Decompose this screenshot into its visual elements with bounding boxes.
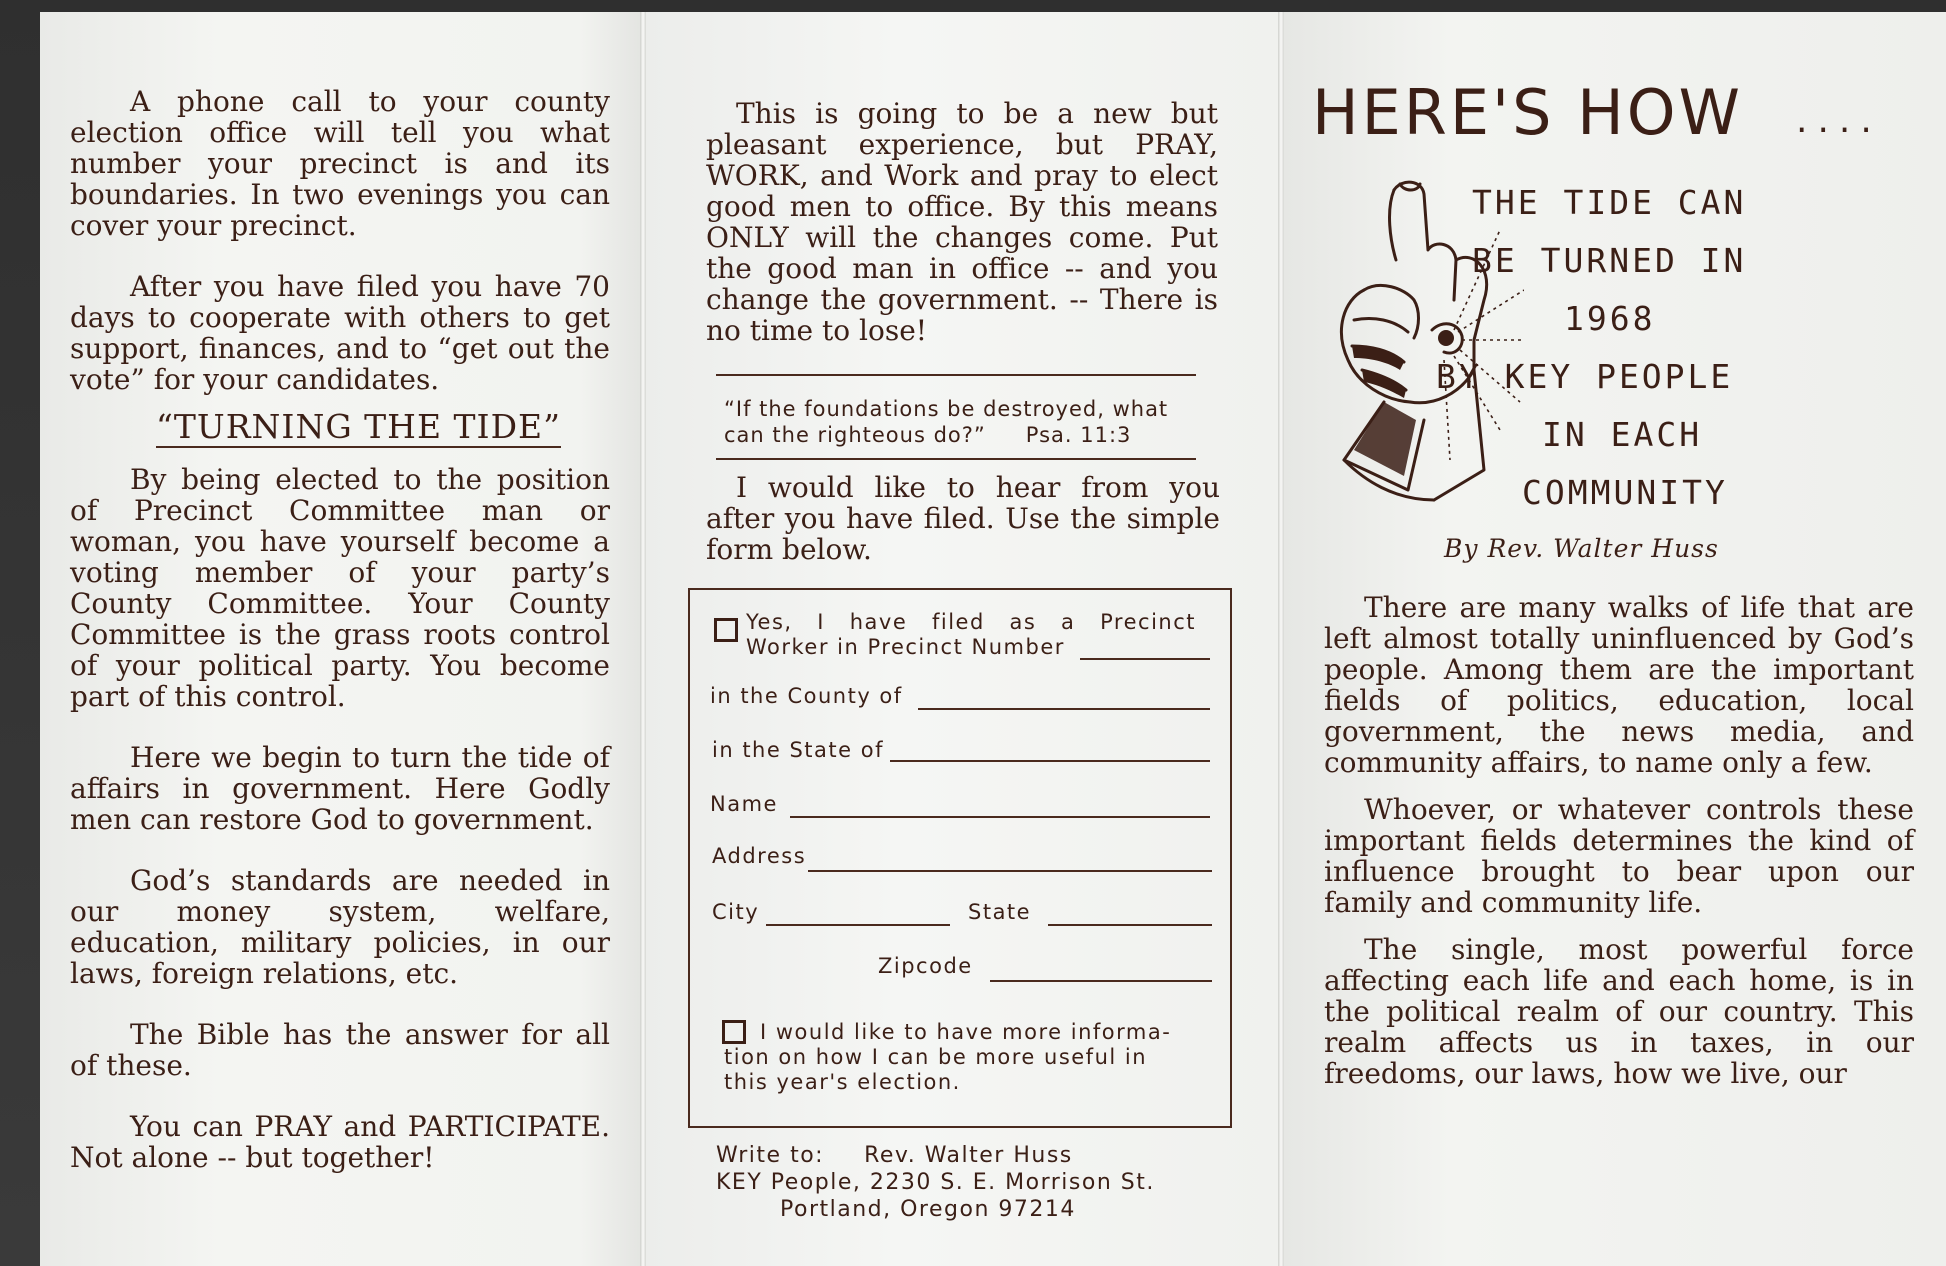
tide-slogan xyxy=(1436,174,1872,522)
scripture-quote xyxy=(724,396,1224,448)
quote-reference: Psa. 11:3 xyxy=(1025,423,1132,447)
more-info-line-3: this year's election. xyxy=(724,1070,961,1094)
response-form xyxy=(688,588,1232,1128)
filed-line-1: Yes, I have filed as a Precinct xyxy=(746,610,1196,634)
write-to-org: KEY People, 2230 S. E. Morrison St. xyxy=(716,1170,1155,1195)
slogan-line-4: BY KEY PEOPLE xyxy=(1436,357,1734,396)
section-heading-turning-tide: “TURNING THE TIDE” xyxy=(156,407,562,446)
zipcode-field[interactable] xyxy=(990,980,1212,982)
paragraph-hear-from-you: I would like to hear from you after you have filed. Use the simple form below. xyxy=(706,471,1220,566)
filed-checkbox[interactable] xyxy=(714,618,738,642)
paragraph-pray-participate: You can PRAY and PARTICIPATE. Not alone -- but together! xyxy=(70,1110,610,1174)
write-to-city: Portland, Oregon 97214 xyxy=(780,1197,1076,1222)
city-label: City xyxy=(712,900,760,924)
state-of-label: in the State of xyxy=(712,738,884,762)
headline-ellipsis: .... xyxy=(1796,100,1882,141)
precinct-number-field[interactable] xyxy=(1080,658,1210,660)
quote-line-2: can the righteous do?” xyxy=(724,423,986,447)
mailing-address xyxy=(716,1142,1256,1223)
slogan-line-5: IN EACH xyxy=(1542,415,1703,454)
hear-from-you xyxy=(706,472,1220,565)
slogan-line-3: 1968 xyxy=(1564,299,1656,338)
name-field[interactable] xyxy=(790,816,1210,818)
quote-line-1: “If the foundations be destroyed, what xyxy=(724,397,1169,421)
middle-intro xyxy=(706,98,1218,346)
paragraph-bible-answer: The Bible has the answer for all of these. xyxy=(70,1018,610,1082)
left-panel-text xyxy=(70,86,610,1203)
address-label: Address xyxy=(712,844,807,868)
paragraph-turn-tide: Here we begin to turn the tide of affairs in government. Here Godly men can restore God to government. xyxy=(70,741,610,836)
more-info-text xyxy=(724,1020,1214,1095)
write-to-name: Rev. Walter Huss xyxy=(864,1143,1073,1168)
state-label: State xyxy=(968,900,1032,924)
paragraph-after-filed: After you have filed you have 70 days to cooperate with others to get support, finances, and to “get out the vote” for your candidates. xyxy=(70,270,610,396)
slogan-line-6: COMMUNITY xyxy=(1522,473,1728,512)
quote-rule-bottom xyxy=(716,458,1196,460)
right-panel xyxy=(1284,12,1946,1266)
name-label: Name xyxy=(710,792,778,816)
filed-text xyxy=(746,610,1196,660)
paragraph-phone-call: A phone call to your county election office will tell you what number your precinct is and its boundaries. In two evenings you can cover your precinct. xyxy=(70,85,610,242)
slogan-line-2: BE TURNED IN xyxy=(1472,241,1747,280)
paragraph-single-force: The single, most powerful force affecting each life and each home, is in the political realm of our country. This realm affects us in taxes, in our freedoms, our laws, how we live, our xyxy=(1324,933,1914,1090)
address-field[interactable] xyxy=(808,870,1212,872)
more-info-line-2: tion on how I can be more useful in xyxy=(724,1045,1148,1069)
county-label: in the County of xyxy=(710,684,903,708)
more-info-line-1: I would like to have more informa- xyxy=(760,1020,1172,1044)
paragraph-new-experience: This is going to be a new but pleasant experience, but PRAY, WORK, and Work and pray to elect good men to office. By this means ONLY will the changes come. Put the good man in office -- and you change the government. -- There is no time to lose! xyxy=(706,97,1218,347)
zipcode-label: Zipcode xyxy=(878,954,973,978)
quote-rule-top xyxy=(716,374,1196,376)
county-field[interactable] xyxy=(918,708,1210,710)
headline: HERE'S HOW xyxy=(1312,76,1743,149)
middle-panel xyxy=(646,12,1278,1266)
paragraph-whoever-controls: Whoever, or whatever controls these important fields determines the kind of influence brought to bear upon our family and community life. xyxy=(1324,793,1914,919)
paragraph-walks-of-life: There are many walks of life that are left almost totally uninfluenced by God’s people. Among them are the important fields of politics, education, local government, the news media, and community affairs, to name only a few. xyxy=(1324,591,1914,779)
author-byline: By Rev. Walter Huss xyxy=(1444,534,1719,563)
write-to-label: Write to: xyxy=(716,1143,825,1168)
right-panel-text xyxy=(1324,592,1914,1105)
filed-line-2: Worker in Precinct Number xyxy=(746,635,1065,659)
city-field[interactable] xyxy=(766,924,950,926)
state-field[interactable] xyxy=(1048,924,1212,926)
paragraph-gods-standards: God’s standards are needed in our money system, welfare, education, military policies, in our laws, foreign relations, etc. xyxy=(70,864,610,990)
paragraph-precinct-committee: By being elected to the position of Precinct Committee man or woman, you have yourself become a voting member of your party’s County Committee. Your County Committee is the grass roots control of your political party. You become part of this control. xyxy=(70,463,610,713)
slogan-line-1: THE TIDE CAN xyxy=(1472,183,1747,222)
left-panel xyxy=(40,12,640,1266)
state-of-field[interactable] xyxy=(890,760,1210,762)
